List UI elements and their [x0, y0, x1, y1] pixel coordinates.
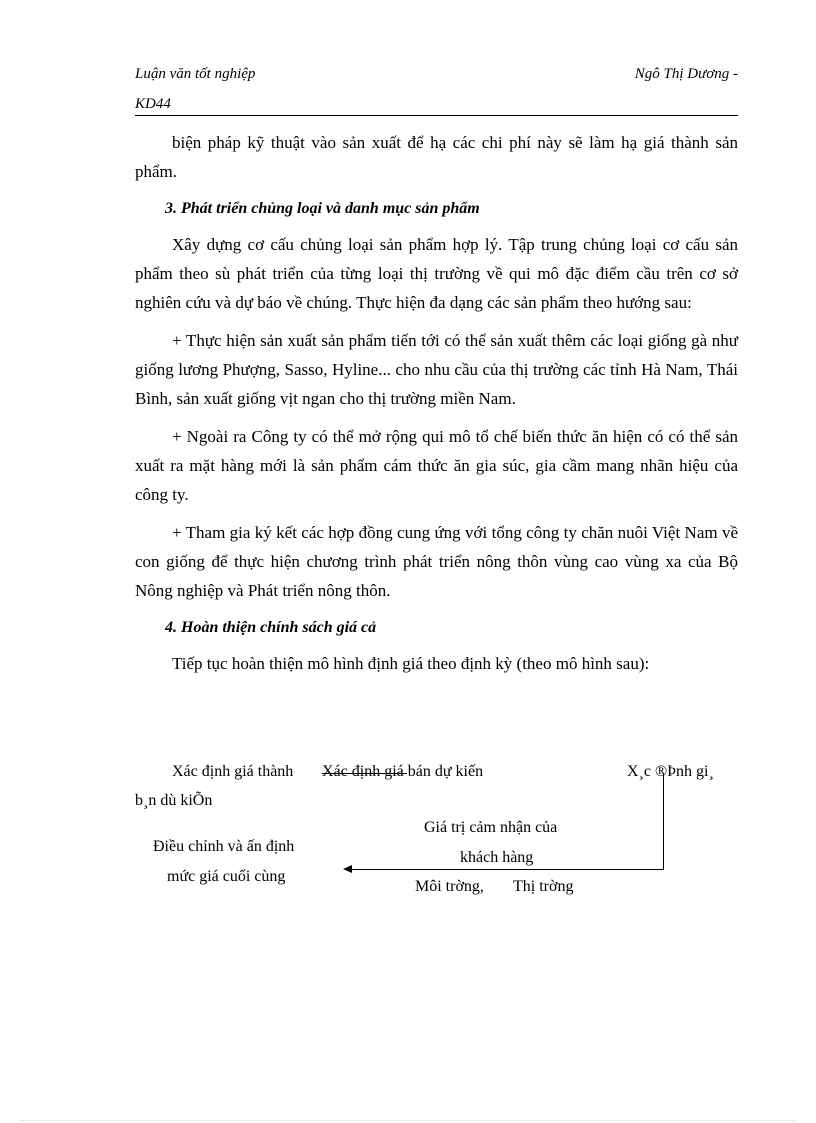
document-body [135, 128, 738, 687]
header-author: Ngô Thị Dương - [634, 66, 738, 82]
diagram-adjust-line1: Điều chỉnh và ấn định [153, 838, 295, 855]
diagram-feedback-horizontal-line [352, 869, 663, 870]
header-class-code: KD44 [135, 96, 171, 112]
diagram-perceived-value-line2: khách hàng [460, 849, 534, 866]
diagram-step-price: Xác định giá bán dự kiến [322, 763, 484, 780]
diagram-arrowhead-icon [343, 865, 352, 873]
paragraph-product-structure: Xây dựng cơ cấu chủng loại sản phẩm hợp lý. Tập trung chủng loại cơ cấu sản phẩm theo sù phát triển của từng loại thị trường về qui mô đặc điểm cầu trên cơ sở nghiên cứu và dự báo về chúng. Thực hiện đa dạng các sản phẩm theo hướng sau: [135, 235, 738, 312]
diagram-connector-line [322, 773, 407, 774]
paragraph-poultry-breeds: + Thực hiện sản xuất sản phẩm tiến tới có thể sản xuất thêm các loại giống gà như giống lương Phượng, Sasso, Hyline... cho nhu cầu của thị trường các tỉnh Hà Nam, Thái Bình, sản xuất giống vịt ngan cho thị trường miền Nam. [135, 331, 738, 408]
paragraph-cost-reduction: biện pháp kỹ thuật vào sản xuất để hạ các chi phí này sẽ làm hạ giá thành sản phẩm. [135, 133, 738, 181]
paragraph-pricing-model: Tiếp tục hoàn thiện mô hình định giá theo định kỳ (theo mô hình sau): [172, 654, 650, 673]
diagram-garbled-label-right: X¸c ®Þnh gi¸ [627, 763, 714, 780]
paragraph-feed-processing: + Ngoài ra Công ty có thể mở rộng qui mô tổ chế biến thức ăn hiện có có thể sản xuất ra mặt hàng mới là sản phẩm cám thức ăn gia súc, gia cầm mang nhãn hiệu của công ty. [135, 427, 738, 504]
diagram-adjust-line2: mức giá cuối cùng [167, 868, 286, 885]
section-heading-4: 4. Hoàn thiện chính sách giá cả [165, 619, 377, 636]
diagram-environment-label: Môi trờng, [415, 878, 484, 895]
diagram-market-label: Thị trờng [513, 878, 574, 895]
diagram-feedback-vertical-line [663, 773, 664, 870]
header-thesis-label: Luận văn tốt nghiệp [135, 66, 256, 82]
paragraph-supply-contracts: + Tham gia ký kết các hợp đồng cung ứng với tổng công ty chăn nuôi Việt Nam về con giống để thực hiện chương trình phát triển nông thôn vùng cao vùng xa của Bộ Nông nghiệp và Phát triển nông thôn. [135, 523, 738, 600]
diagram-garbled-label-left: b¸n dù kiÕn [135, 792, 213, 809]
header-rule [135, 115, 738, 116]
page-bottom-border [20, 1120, 796, 1121]
section-heading-3: 3. Phát triển chủng loại và danh mục sản phẩm [165, 200, 480, 217]
diagram-step-cost: Xác định giá thành [172, 763, 294, 780]
diagram-perceived-value-line1: Giá trị cảm nhận của [424, 819, 558, 836]
